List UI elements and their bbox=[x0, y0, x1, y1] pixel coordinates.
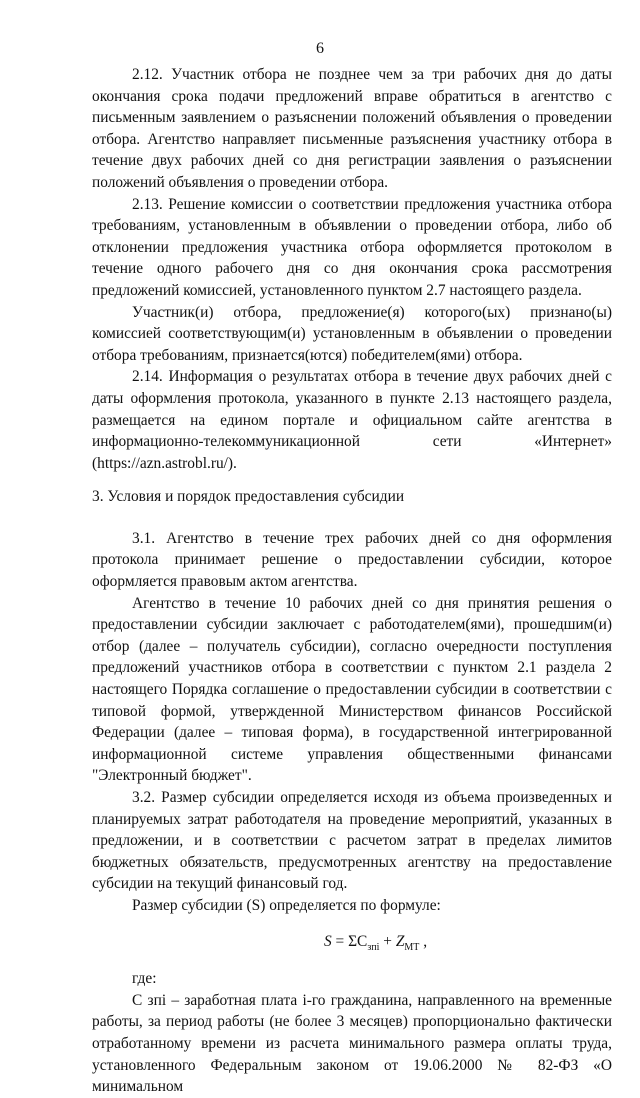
subsidy-formula bbox=[92, 931, 612, 959]
document-body bbox=[92, 64, 612, 1098]
formula-sum: ΣC bbox=[348, 932, 368, 950]
paragraph-3-2: 3.2. Размер субсидии определяется исходя из объема произведенных и планируемых затрат работодателя на проведение мероприятий, указанных в предложении, и в соответствии с расчетом затрат в пределах лимитов бюджетных обязательств, предусмотренных агентству на предоставление субсидии на текущий финансовый год. bbox=[92, 789, 612, 893]
paragraph-3-1: 3.1. Агентство в течение трех рабочих дней со дня оформления протокола принимает решение о предоставлении субсидии, которое оформляется правовым актом агентства. bbox=[92, 529, 612, 591]
where-label: где: bbox=[132, 970, 157, 988]
definition-paragraph: С зпi – заработная плата i-го гражданина, направленного на временные работы, за период работы (не более 3 месяцев) пропорционально фактически отработанному времени из расчета минимального размера оплаты труда, установленного Федеральным законом от 19.06.2000 № 82-ФЗ «О минимальном bbox=[92, 991, 612, 1096]
paragraph-agreement: Агентство в течение 10 рабочих дней со дня принятия решения о предоставлении субсидии заключает с работодателем(ями), прошедшим(и) отбор (далее – получатель субсидии), согласно очередности поступления предложений участников отбора в соответствии с пунктом 2.1 раздела 2 настоящего Порядка соглашение о предоставлении субсидии в соответствии с типовой формой, утвержденной Министерством финансов Российской Федерации (далее – типовая форма), в государственной интегрированной информационной системе управления общественными финансами "Электронный бюджет". bbox=[92, 594, 612, 785]
formula-equals: = bbox=[331, 932, 349, 950]
paragraph-winners: Участник(и) отбора, предложение(я) которого(ых) признано(ы) комиссией соответствующим(и) установленным в объявлении о проведении отбора требованиям, признается(ются) победителем(ями) отбора. bbox=[92, 303, 612, 364]
formula-sum-subscript: зпi bbox=[367, 941, 380, 953]
formula-lhs: S bbox=[324, 932, 332, 950]
formula-z: Z bbox=[395, 932, 405, 950]
paragraph-2-12: 2.12. Участник отбора не позднее чем за три рабочих дня до даты окончания срока подачи предложений вправе обратиться в агентство с письменным заявлением о разъяснении положений объявления о проведении отбора. Агентство направляет письменные разъяснения участнику отбора в течение двух рабочих дней со дня регистрации заявления о разъяснении положений объявления о проведении отбора. bbox=[92, 66, 612, 191]
formula-comma: , bbox=[419, 932, 428, 950]
paragraph-2-13: 2.13. Решение комиссии о соответствии предложения участника отбора требованиям, установленным в объявлении о проведении отбора, либо об отклонении предложения участника отбора оформляется протоколом в течение одного рабочего дня со дня окончания срока рассмотрения предложений комиссией, установленного пунктом 2.7 настоящего раздела. bbox=[92, 195, 612, 299]
formula-plus: + bbox=[379, 932, 396, 950]
formula-z-subscript: MT bbox=[404, 941, 420, 953]
page-number: 6 bbox=[316, 40, 324, 57]
section-heading: 3. Условия и порядок предоставления субсидии bbox=[92, 488, 405, 506]
formula-intro: Размер субсидии (S) определяется по формуле: bbox=[132, 896, 441, 914]
paragraph-2-14: 2.14. Информация о результатах отбора в течение двух рабочих дней с даты оформления протокола, указанного в пункте 2.13 настоящего раздела, размещается на едином портале и официальном сайте агентства в информационно-телекоммуникационной сети «Интернет» (https://azn.astrobl.ru/). bbox=[92, 368, 612, 472]
